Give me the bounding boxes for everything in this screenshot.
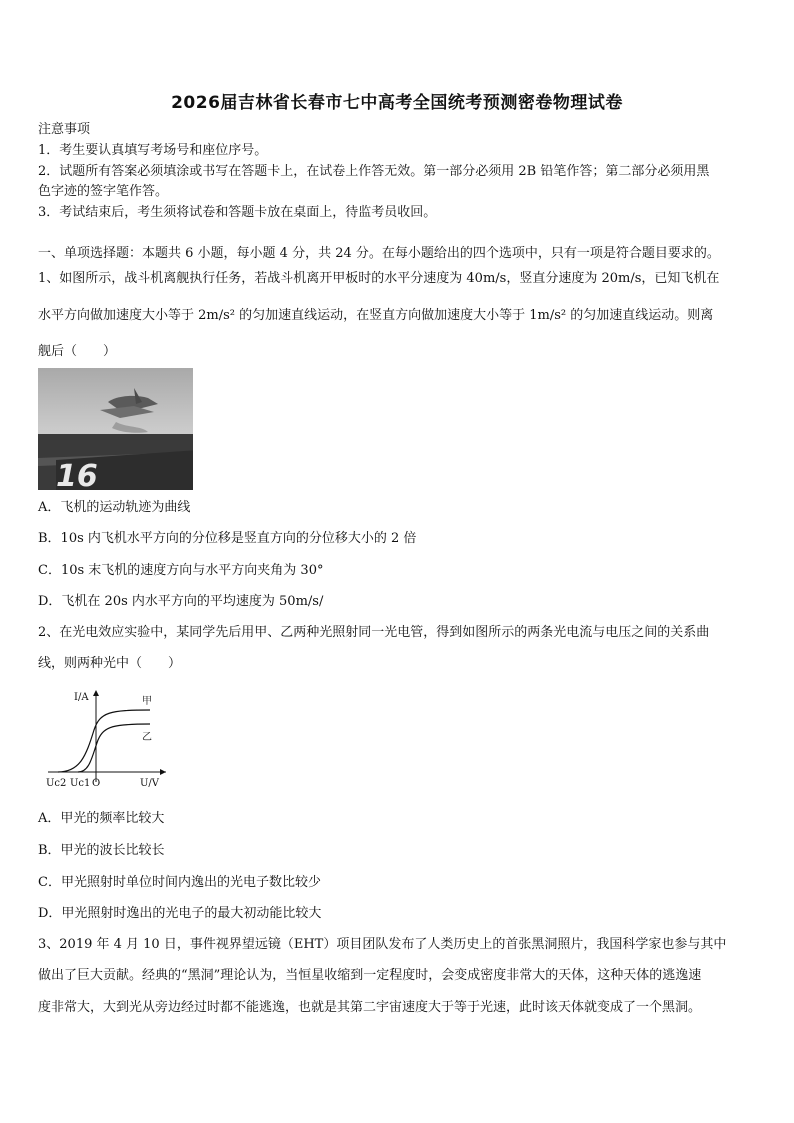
notice-item-1: 1．考生要认真填写考场号和座位序号。	[38, 143, 268, 158]
curve-jia	[58, 710, 150, 772]
curve-yi	[78, 724, 150, 772]
q3-stem-line3: 度非常大，大到光从旁边经过时都不能逃逸，也就是其第二宇宙速度大于等于光速，此时该天体就变成了一个黑洞。	[38, 1000, 702, 1015]
uc1-label: Uc1	[70, 778, 91, 789]
q2-stem-line2: 线，则两种光中（ ）	[38, 656, 182, 671]
section-heading: 一、单项选择题：本题共 6 小题，每小题 4 分，共 24 分。在每小题给出的四个选项中，只有一项是符合题目要求的。	[38, 246, 720, 261]
q1-option-b: B．10s 内飞机水平方向的分位移是竖直方向的分位移大小的 2 倍	[38, 531, 417, 546]
q1-option-a: A．飞机的运动轨迹为曲线	[38, 500, 191, 515]
q2-option-a: A．甲光的频率比较大	[38, 811, 165, 826]
uc2-label: Uc2	[46, 778, 67, 789]
q1-option-c: C．10s 末飞机的速度方向与水平方向夹角为 30°	[38, 563, 324, 578]
fighter-jet-illustration	[38, 368, 193, 490]
notice-heading: 注意事项	[38, 122, 91, 137]
y-axis-arrow-icon	[93, 690, 99, 696]
q2-option-c: C．甲光照射时单位时间内逸出的光电子数比较少	[38, 875, 321, 890]
q3-stem-line1: 3、2019 年 4 月 10 日，事件视界望远镜（EHT）项目团队发布了人类历史上的首张黑洞照片，我国科学家也参与其中	[38, 937, 727, 952]
q2-option-b: B．甲光的波长比较长	[38, 843, 165, 858]
q1-stem-line3: 舰后（ ）	[38, 344, 117, 359]
q1-option-d: D．飞机在 20s 内水平方向的平均速度为 50m/s/	[38, 594, 324, 609]
notice-item-2-cont: 色字迹的签字笔作答。	[38, 184, 169, 199]
q2-option-d: D．甲光照射时逸出的光电子的最大初动能比较大	[38, 906, 322, 921]
curve-jia-label: 甲	[142, 696, 152, 707]
origin-label: O	[92, 778, 101, 789]
q1-stem-line1: 1、如图所示，战斗机离舰执行任务，若战斗机离开甲板时的水平分速度为 40m/s，竖直分速度为 20m/s，已知飞机在	[38, 271, 720, 286]
photocurrent-graph	[40, 686, 170, 790]
x-axis-arrow-icon	[160, 769, 166, 775]
q1-stem-line2: 水平方向做加速度大小等于 2m/s² 的匀加速直线运动，在竖直方向做加速度大小等于 1m/s² 的匀加速直线运动。则离	[38, 308, 714, 323]
notice-item-2: 2．试题所有答案必须填涂或书写在答题卡上，在试卷上作答无效。第一部分必须用 2B 铅笔作答；第二部分必须用黑	[38, 164, 710, 179]
fighter-jet-photo	[38, 368, 193, 490]
x-axis-label: U/V	[140, 778, 160, 789]
curve-yi-label: 乙	[142, 732, 152, 743]
deck-number: 16	[56, 459, 98, 490]
y-axis-label: I/A	[74, 692, 89, 703]
q3-stem-line2: 做出了巨大贡献。经典的“黑洞”理论认为，当恒星收缩到一定程度时，会变成密度非常大的天体，这种天体的逃逸速	[38, 968, 702, 983]
notice-item-3: 3．考试结束后，考生须将试卷和答题卡放在桌面上，待监考员收回。	[38, 205, 437, 220]
page-title: 2026届吉林省长春市七中高考全国统考预测密卷物理试卷	[171, 93, 623, 113]
q2-stem-line1: 2、在光电效应实验中，某同学先后用甲、乙两种光照射同一光电管，得到如图所示的两条光电流与电压之间的关系曲	[38, 625, 710, 640]
